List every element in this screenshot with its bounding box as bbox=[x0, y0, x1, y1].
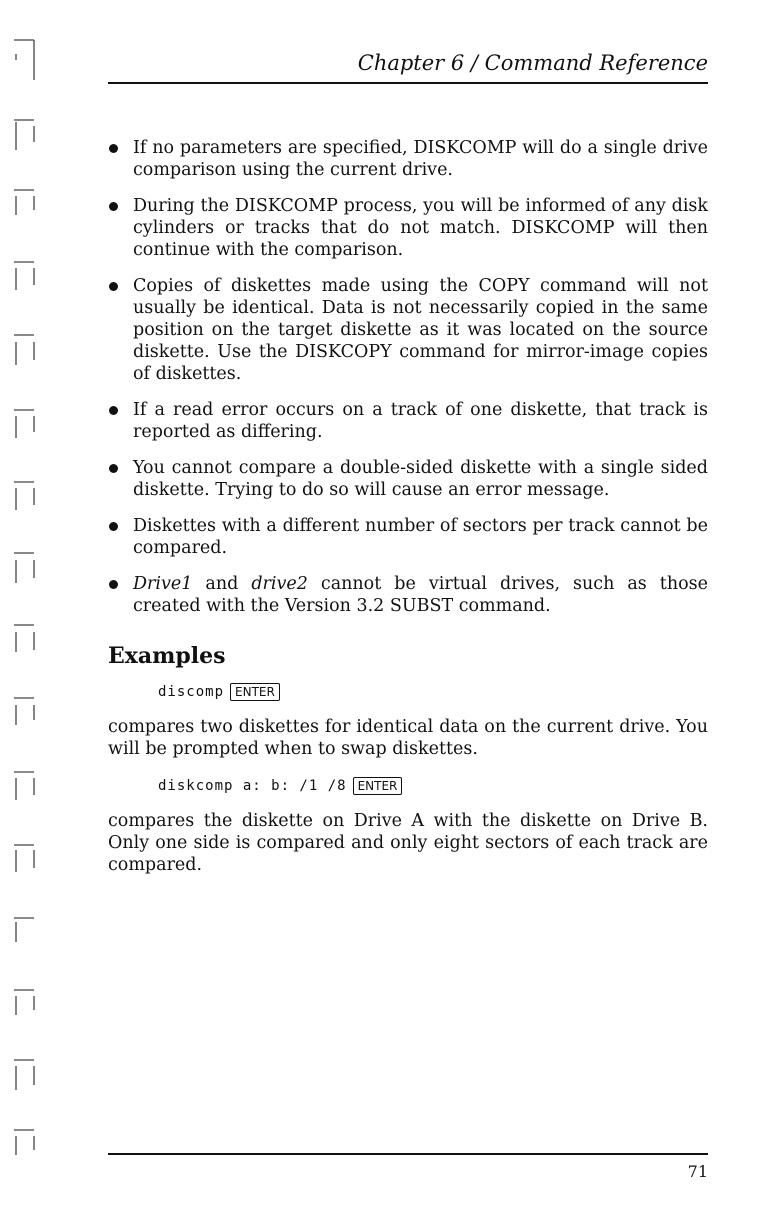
list-item bbox=[108, 137, 708, 181]
enter-key-icon: ENTER bbox=[230, 683, 280, 701]
list-item-text: If no parameters are specified, DISKCOMP will do a single drive comparison using the current drive. bbox=[133, 138, 708, 180]
list-item-text: Copies of diskettes made using the COPY command will not usually be identical. Data is not necessarily copied in the same position on the target diskette as it was located on the source diskette. Use the DISKCOPY command for mirror-image copies of diskettes. bbox=[133, 276, 708, 384]
bullet-icon bbox=[109, 464, 118, 473]
list-item-text: If a read error occurs on a track of one diskette, that track is reported as differing. bbox=[133, 400, 708, 442]
list-item bbox=[108, 573, 708, 617]
header-rule bbox=[108, 82, 708, 84]
list-item-text: You cannot compare a double-sided diskette with a single sided diskette. Trying to do so will cause an error message. bbox=[133, 458, 708, 500]
example-command bbox=[158, 682, 280, 702]
bullet-icon bbox=[109, 144, 118, 153]
list-item-text: cannot be virtual drives, such as those created with the Version 3.2 SUBST command. bbox=[133, 574, 708, 616]
list-item-text: During the DISKCOMP process, you will be informed of any disk cylinders or tracks that do not match. DISKCOMP will then continue with the comparison. bbox=[133, 196, 708, 260]
running-header: Chapter 6 / Command Reference bbox=[357, 51, 708, 75]
list-item bbox=[108, 275, 708, 385]
list-item bbox=[108, 195, 708, 261]
command-text: diskcomp a: b: /1 /8 bbox=[158, 778, 347, 794]
footer-rule bbox=[108, 1153, 708, 1155]
examples-heading: Examples bbox=[108, 643, 226, 669]
command-text: discomp bbox=[158, 684, 225, 700]
example-command bbox=[158, 776, 402, 796]
binder-margin-marks bbox=[0, 0, 60, 1215]
drive2-term: drive2 bbox=[251, 574, 308, 594]
drive1-term: Drive1 bbox=[133, 574, 193, 594]
example-description: compares two diskettes for identical data on the current drive. You will be prompted when to swap diskettes. bbox=[108, 717, 708, 759]
bullet-icon bbox=[109, 522, 118, 531]
conjunction: and bbox=[192, 574, 252, 594]
list-item bbox=[108, 515, 708, 559]
list-item bbox=[108, 399, 708, 443]
list-item bbox=[108, 457, 708, 501]
page-number: 71 bbox=[687, 1162, 708, 1181]
example-description: compares the diskette on Drive A with the diskette on Drive B. Only one side is compared and only eight sectors of each track are compared. bbox=[108, 811, 708, 875]
bullet-icon bbox=[109, 580, 118, 589]
notes-list bbox=[108, 137, 708, 631]
bullet-icon bbox=[109, 406, 118, 415]
enter-key-icon: ENTER bbox=[353, 777, 403, 795]
bullet-icon bbox=[109, 282, 118, 291]
list-item-text: Diskettes with a different number of sectors per track cannot be compared. bbox=[133, 516, 708, 558]
bullet-icon bbox=[109, 202, 118, 211]
